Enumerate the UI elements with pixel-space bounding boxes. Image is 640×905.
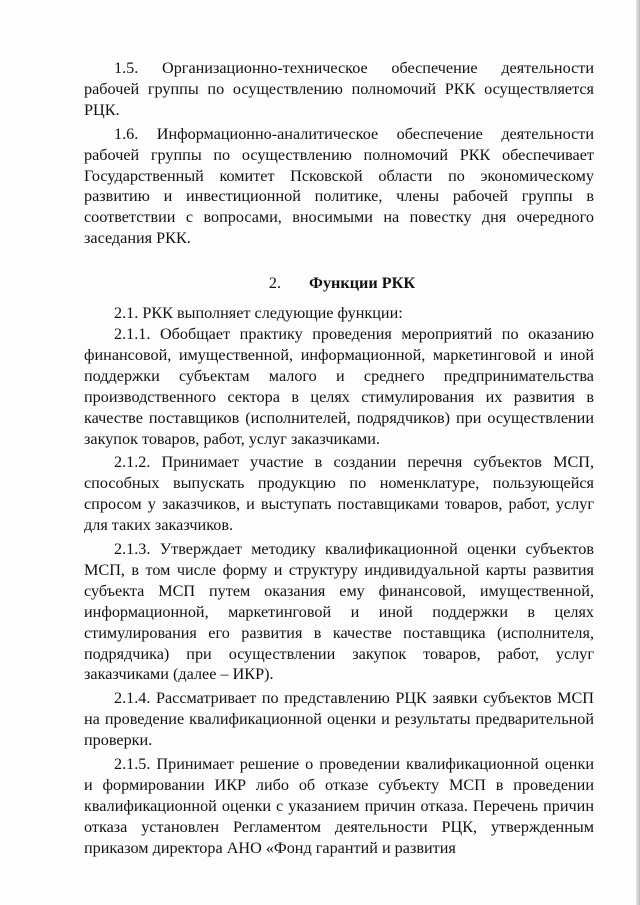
paragraph-1-5: 1.5. Организационно-техническое обеспечение деятельности рабочей группы по осуществлению полномочий РКК осуществляется РЦК. <box>84 59 594 119</box>
paragraph-1-6: 1.6. Информационно-аналитическое обеспечение деятельности рабочей группы по осуществлению полномочий РКК обеспечивает Государственный комитет Псковской области по экономическому развитию и инвестиционной политике, члены рабочей группы в соответствии с вопросами, вносимыми на повестку дня очередного заседания РКК. <box>84 124 594 248</box>
paragraph-2-1: 2.1. РКК выполняет следующие функции: <box>114 304 403 323</box>
section-heading <box>84 273 594 294</box>
paragraph-2-1-4: 2.1.4. Рассматривает по представлению РЦК заявки субъектов МСП на проведение квалификационной оценки и результаты предварительной проверки. <box>84 689 594 750</box>
paragraph-2-1-2: 2.1.2. Принимает участие в создании перечня субъектов МСП, способных выпускать продукцию по номенклатуре, пользующейся спросом у заказчиков, и выступать поставщиками товаров, работ, услуг для таких заказчиков. <box>84 453 594 535</box>
document-body <box>84 58 594 859</box>
page-edge-shadow <box>636 0 640 905</box>
paragraph-2-1-3: 2.1.3. Утверждает методику квалификационной оценки субъектов МСП, в том числе форму и структуру индивидуальной карты развития субъекта МСП путем оказания ему финансовой, имущественной, информационной, маркетинговой и иной поддержки в целях стимулирования его развития в качестве поставщика (исполнителя, подрядчика) при осуществлении закупок товаров, работ, услуг заказчиками (далее – ИКР). <box>84 540 594 684</box>
paragraph-2-1-1: 2.1.1. Обобщает практику проведения мероприятий по оказанию финансовой, имущественной, информационной, маркетинговой и иной поддержки субъектам малого и среднего предпринимательства производственного сектора в целях стимулирования их развития в качестве поставщиков (исполнителей, подрядчиков) при осуществлении закупок товаров, работ, услуг заказчиками. <box>84 324 594 448</box>
section-number: 2. <box>268 274 282 293</box>
section-title: Функции РКК <box>309 274 416 293</box>
paragraph-2-1-5: 2.1.5. Принимает решение о проведении квалификационной оценки и формировании ИКР либо об отказе субъекту МСП в проведении квалификационной оценки с указанием причин отказа. Перечень причин отказа установлен Регламентом деятельности РЦК, утвержденным приказом директора АНО «Фонд гарантий и развития <box>84 755 594 857</box>
